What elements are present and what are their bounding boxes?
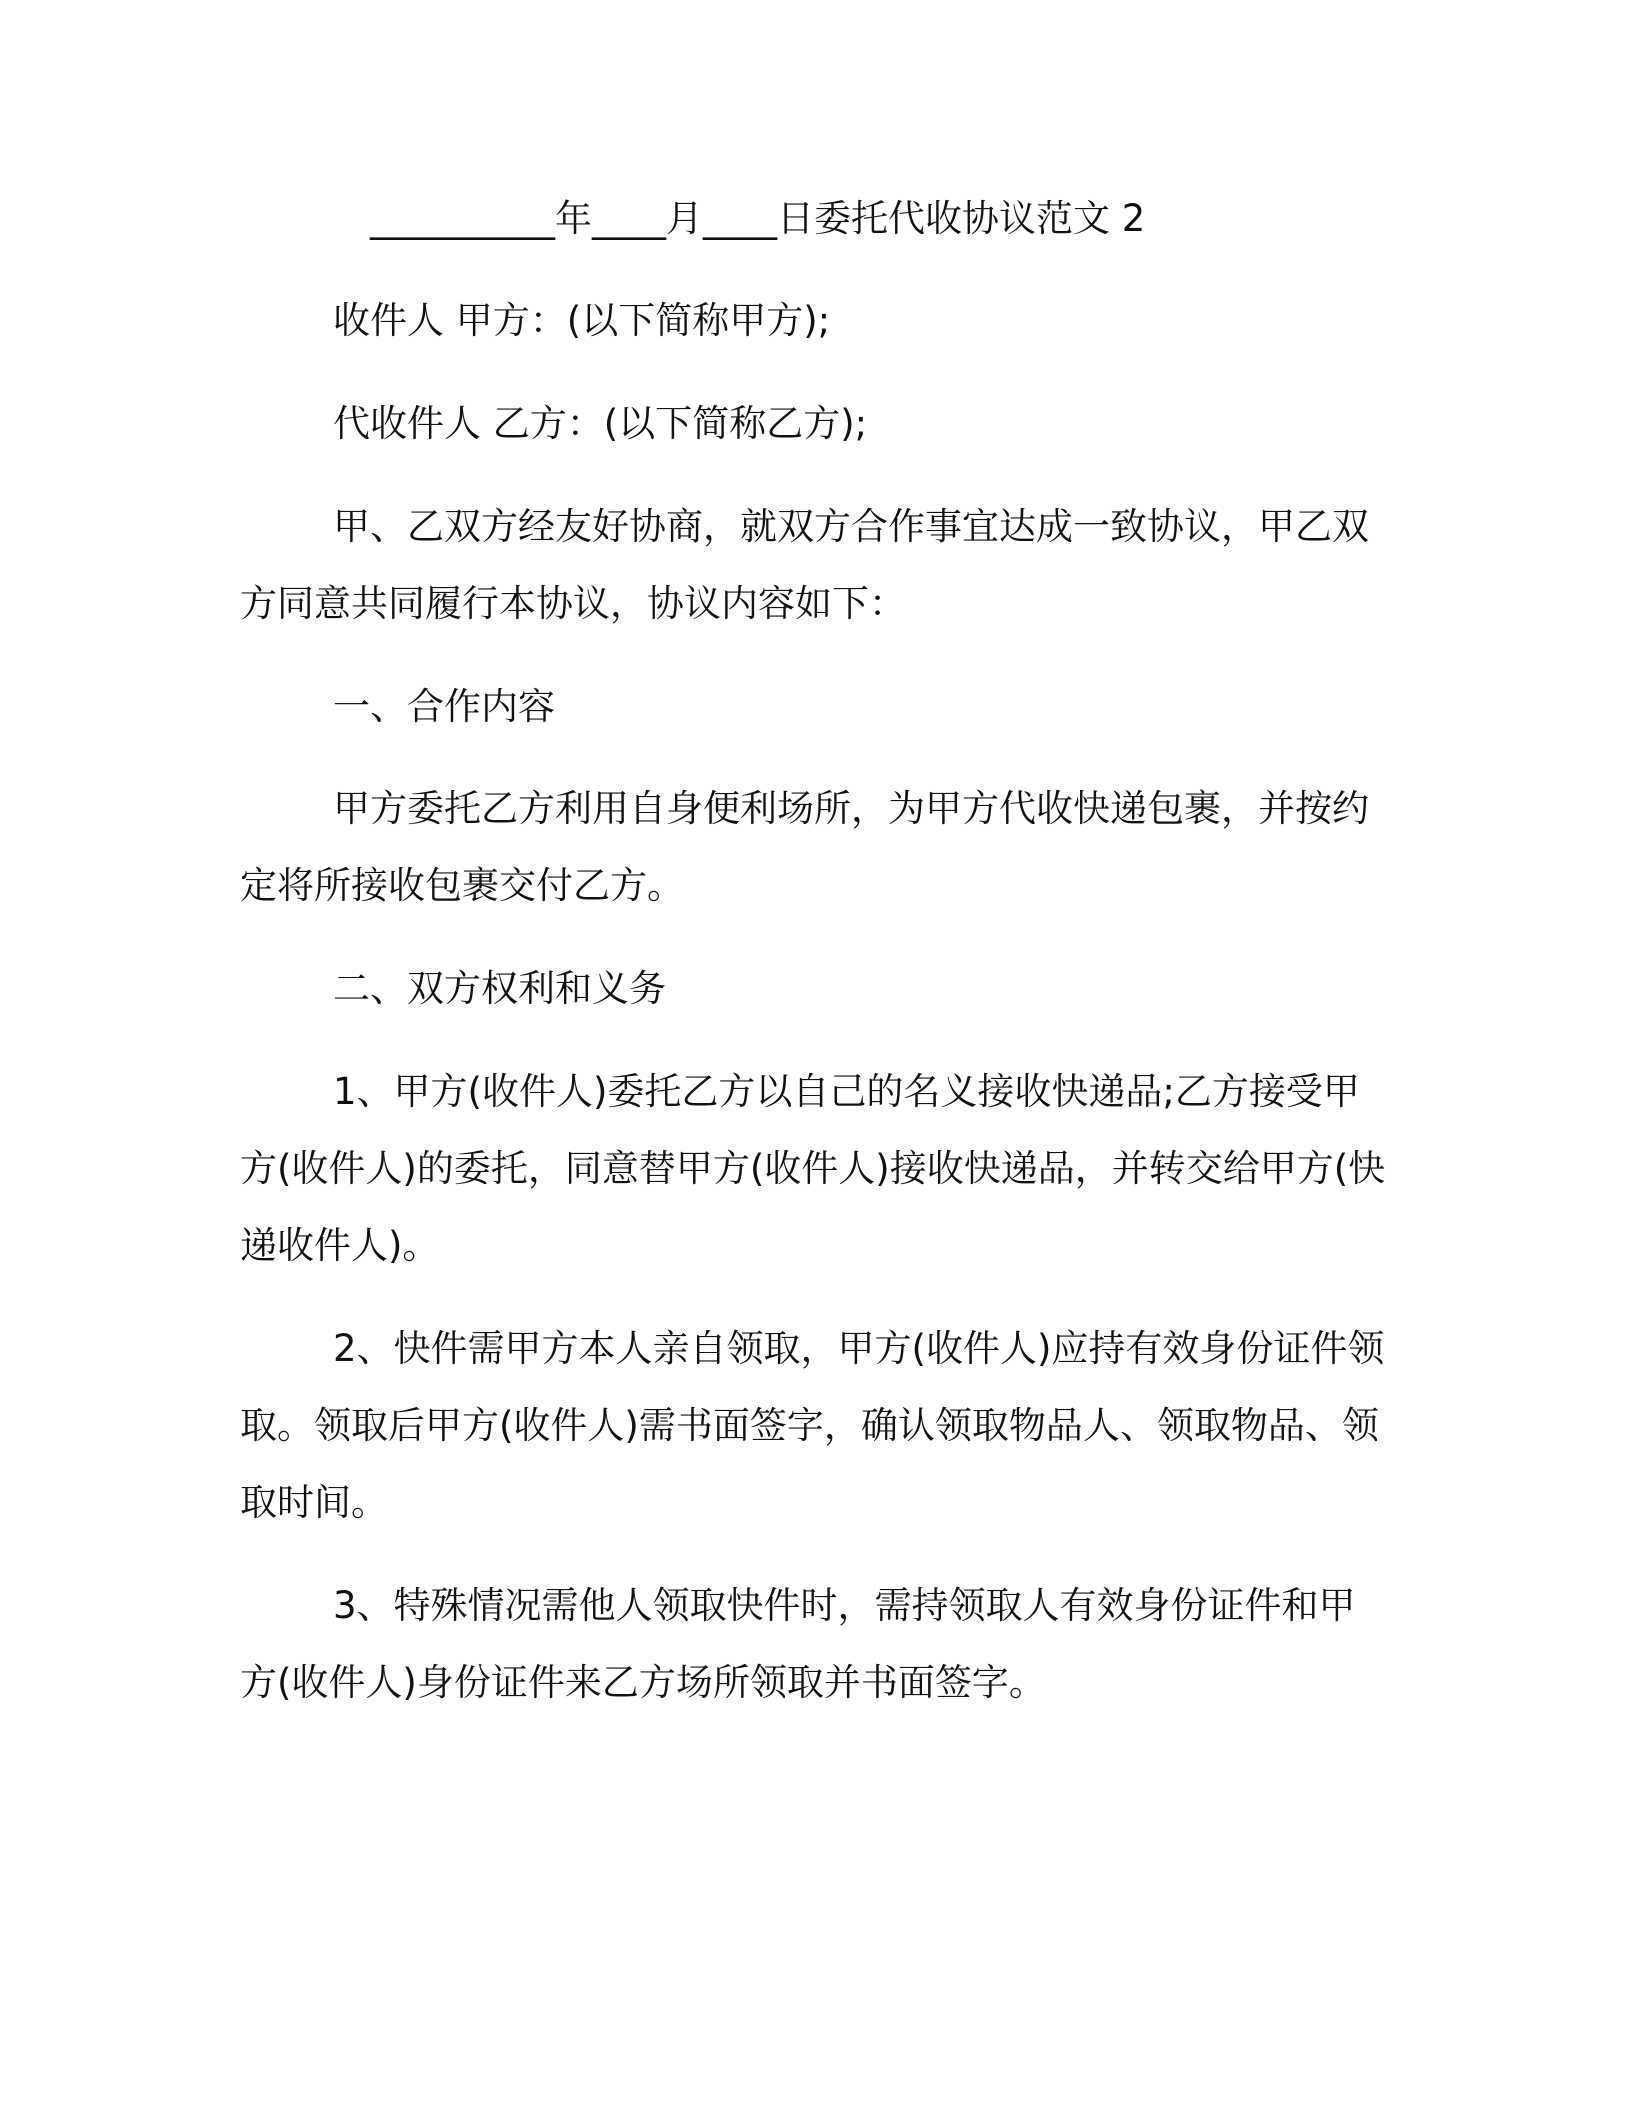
- clause-3-line-1: 3、特殊情况需他人领取快件时，需持领取人有效身份证件和甲: [333, 1584, 1356, 1627]
- clause-1-line-3: 递收件人)。: [240, 1224, 440, 1267]
- clause-1-line-2: 方(收件人)的委托，同意替甲方(收件人)接收快递品，并转交给甲方(快: [240, 1147, 1386, 1190]
- section-1-line-1: 甲方委托乙方利用自身便利场所，为甲方代收快递包裹，并按约: [333, 787, 1369, 830]
- intro-line-1: 甲、乙双方经友好协商，就双方合作事宜达成一致协议，甲乙双: [333, 505, 1369, 548]
- clause-2-line-3: 取时间。: [240, 1481, 388, 1524]
- section-1-heading: 一、合作内容: [333, 685, 555, 728]
- document-title: __________年____月____日委托代收协议范文 2: [370, 197, 1146, 240]
- clause-3-line-2: 方(收件人)身份证件来乙方场所领取并书面签字。: [240, 1661, 1046, 1704]
- party-a-line: 收件人 甲方：(以下简称甲方);: [333, 299, 831, 342]
- clause-2-line-2: 取。领取后甲方(收件人)需书面签字，确认领取物品人、领取物品、领: [240, 1404, 1379, 1447]
- section-1-line-2: 定将所接收包裹交付乙方。: [240, 864, 684, 907]
- party-b-line: 代收件人 乙方：(以下简称乙方);: [333, 402, 868, 445]
- clause-1-line-1: 1、甲方(收件人)委托乙方以自己的名义接收快递品;乙方接受甲: [333, 1070, 1360, 1113]
- section-2-heading: 二、双方权利和义务: [333, 967, 666, 1010]
- clause-2-line-1: 2、快件需甲方本人亲自领取，甲方(收件人)应持有效身份证件领: [333, 1327, 1385, 1370]
- intro-line-2: 方同意共同履行本协议，协议内容如下：: [240, 582, 906, 625]
